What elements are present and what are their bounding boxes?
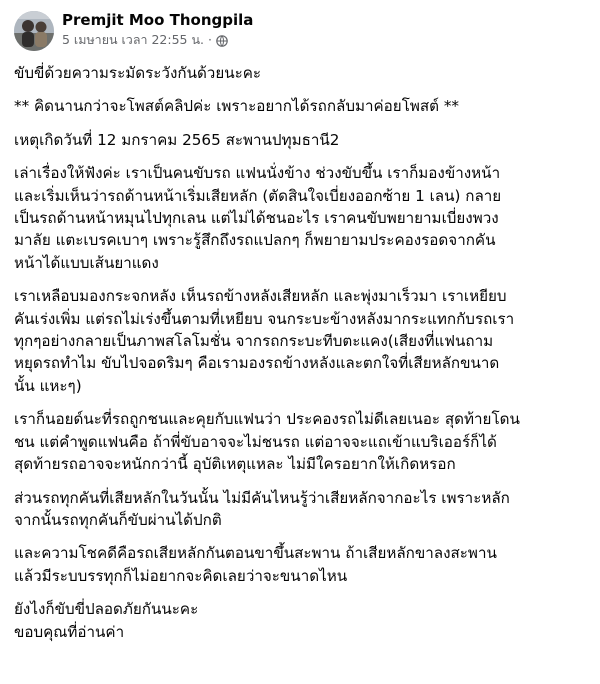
post-line: ยังไงก็ขับขี่ปลอดภัยกันนะคะ: [14, 600, 199, 619]
post-paragraph-7: [14, 487, 588, 532]
post-line: นั้น แหะๆ): [14, 376, 82, 395]
post-paragraph-1: [14, 62, 588, 84]
post-paragraph-4: [14, 162, 588, 274]
post-paragraph-3: [14, 129, 588, 151]
avatar-photo-icon: [14, 11, 54, 51]
separator-dot: ·: [208, 32, 212, 47]
post-timestamp[interactable]: 5 เมษายน เวลา 22:55 น.: [62, 32, 204, 47]
post-paragraph-6: [14, 408, 588, 475]
post-line: ขับขี่ด้วยความระมัดระวังกันด้วยนะคะ: [14, 64, 262, 82]
post-line: สุดท้ายรถอาจจะหนักกว่านี้ อุบัติเหตุแหละ ไม่มีใครอยากให้เกิดหรอก: [14, 455, 456, 474]
post-line: เราก็นอยด์นะที่รถถูกชนและคุยกับแฟนว่า ประคองรถไม่ดีเลยเนอะ สุดท้ายโดน: [14, 410, 520, 429]
post-line: ส่วนรถทุกคันที่เสียหลักในวันนั้น ไม่มีคันไหนรู้ว่าเสียหลักจากอะไร เพราะหลัก: [14, 488, 510, 507]
post-line: ขอบคุณที่อ่านค่า: [14, 622, 125, 641]
post-line: และเริ่มเห็นว่ารถด้านหน้าเริ่มเสียหลัก (ตัดสินใจเบี่ยงออกซ้าย 1 เลน) กลาย: [14, 186, 502, 205]
post-meta: [62, 10, 253, 49]
post-line: คันเร่งเพิ่ม แต่รถไม่เร่งขึ้นตามที่เหยียบ จนกระบะข้างหลังมากระแทกกับรถเรา: [14, 309, 515, 328]
post-paragraph-2: [14, 95, 588, 117]
post-line: จากนั้นรถทุกคันก็ขับผ่านได้ปกติ: [14, 510, 222, 529]
post-line: เล่าเรื่องให้ฟังค่ะ เราเป็นคนขับรถ แฟนนั่งข้าง ช่วงขับขึ้น เราก็มองข้างหน้า: [14, 164, 501, 183]
post-subline: [62, 31, 253, 49]
post-paragraph-8: [14, 542, 588, 587]
post-line: มาลัย แตะเบรคเบาๆ เพราะรู้สึกถึงรถแปลกๆ ก็พยายามประคองรอดจากคัน: [14, 231, 496, 250]
post-line: หยุดรถทำไม ขับไปจอดริมๆ คือเรามองรถข้างหลังและตกใจที่เสียหลักขนาด: [14, 354, 500, 373]
post-line: ทุกๆอย่างกลายเป็นภาพสโลโมชั่น จากรถกระบะทีบตะแคง(เสียงที่แฟนถาม: [14, 332, 494, 351]
post-line: เป็นรถด้านหน้าหมุนไปทุกเลน แต่ไม่ได้ชนอะไร เราคนขับพยายามเบี่ยงพวง: [14, 209, 499, 228]
post-line: หน้าได้แบบเส้นยาแดง: [14, 253, 159, 272]
post-paragraph-9: [14, 598, 588, 643]
post-line: เหตุเกิดวันที่ 12 มกราคม 2565 สะพานปทุมธานี2: [14, 130, 340, 149]
post-line: แล้วมีระบบรรทุกก็ไม่อยากจะคิดเลยว่าจะขนาดไหน: [14, 566, 348, 585]
post-paragraph-5: [14, 285, 588, 397]
avatar[interactable]: [14, 11, 54, 51]
author-name[interactable]: Premjit Moo Thongpila: [62, 11, 254, 29]
post-line: เราเหลือบมองกระจกหลัง เห็นรถข้างหลังเสียหลัก และพุ่งมาเร็วมา เราเหยียบ: [14, 287, 507, 306]
post-body: [14, 60, 588, 643]
globe-icon[interactable]: [216, 34, 228, 46]
post-line: ชน แต่คำพูดแฟนคือ ถ้าพี่ขับอาจจะไม่ชนรถ แต่อาจจะแถเข้าแบริเออร์ก็ได้: [14, 432, 497, 451]
post-line: ** คิดนานกว่าจะโพสต์คลิปค่ะ เพราะอยากได้รถกลับมาค่อยโพสต์ **: [14, 97, 460, 116]
post-header: [14, 0, 588, 60]
post-line: และความโชคดีคือรถเสียหลักกันตอนขาขึ้นสะพาน ถ้าเสียหลักขาลงสะพาน: [14, 544, 497, 563]
